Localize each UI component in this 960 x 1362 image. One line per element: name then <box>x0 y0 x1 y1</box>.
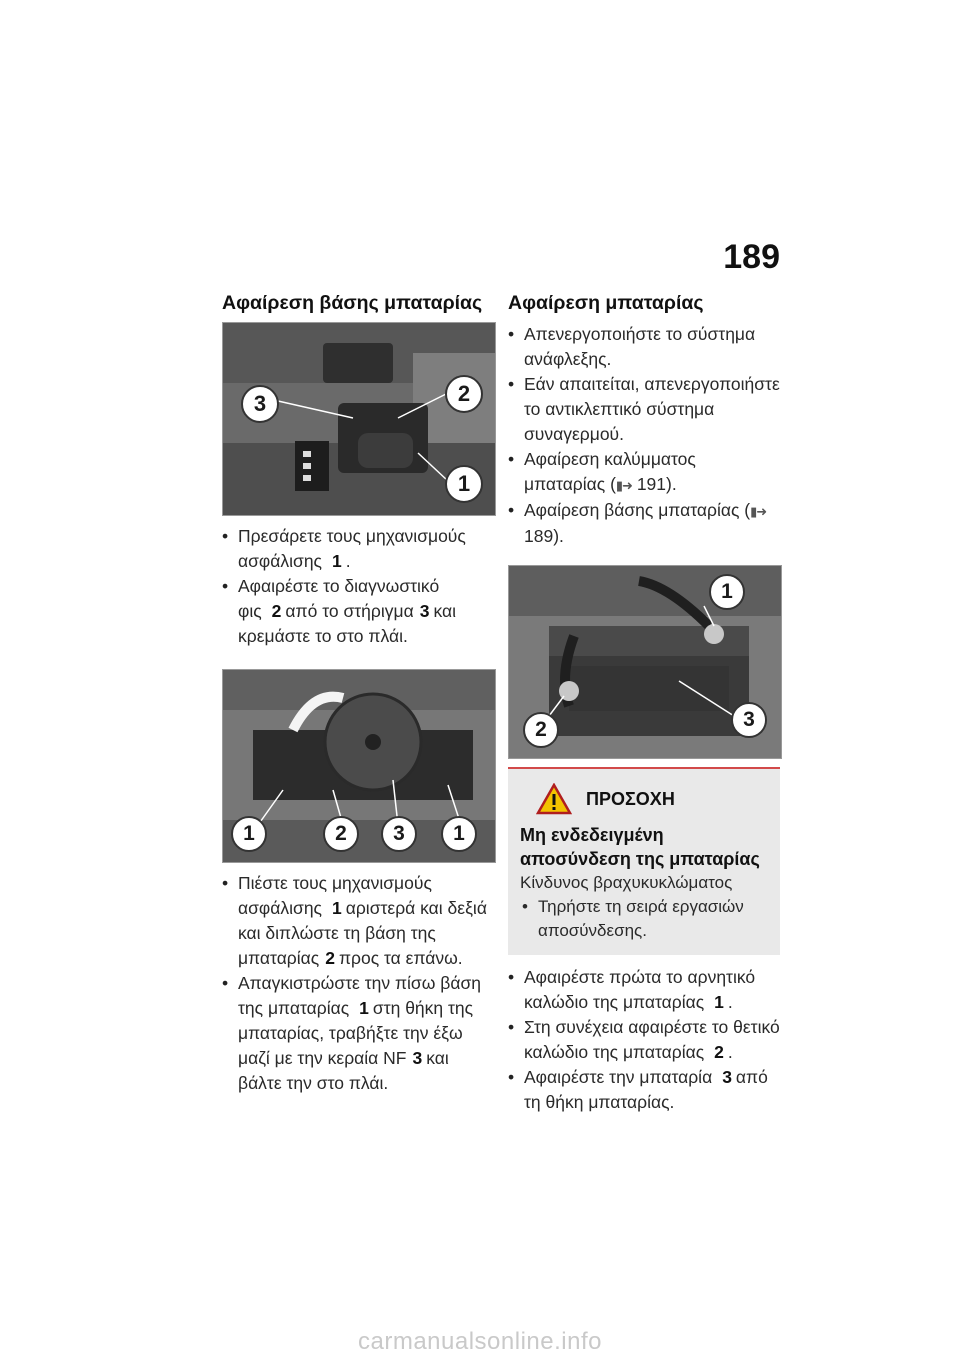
list-item: • Αφαίρεση βάσης μπαταρίας (▮➜ 189). <box>508 498 780 549</box>
callout-1: 1 <box>445 465 483 503</box>
page-ref-arrow-icon: ▮➜ <box>750 504 767 519</box>
caution-box <box>508 767 780 955</box>
callout-3: 3 <box>381 816 417 852</box>
list-item: • Εάν απαιτείται, απενεργοποιήστε το αντικλεπτικό σύστημα συναγερμού. <box>508 372 780 447</box>
figure-battery-terminals <box>508 565 782 759</box>
section-heading-battery-base: Αφαίρεση βάσης μπαταρίας <box>222 292 483 314</box>
watermark: carmanualsonline.info <box>358 1328 602 1355</box>
steps-list-b <box>222 871 494 1096</box>
page-number: 189 <box>723 238 780 276</box>
list-item: • Αφαίρεση καλύμματος μπαταρίας (▮➜ 191). <box>508 447 780 498</box>
list-item: • Αφαιρέστε το διαγνωστικό φις 2 από το στήριγμα 3 και κρεμάστε το στο πλάι. <box>222 574 494 649</box>
list-item: • Απαγκιστρώστε την πίσω βάση της μπαταρίας 1 στη θήκη της μπαταρίας, τραβήξτε την έξω μαζί με την κεραία NF 3 και βάλτε την στο πλάι. <box>222 971 494 1096</box>
page-ref-link[interactable]: 189 <box>524 526 554 546</box>
list-item: • Απενεργοποιήστε το σύστημα ανάφλεξης. <box>508 322 780 372</box>
list-item: • Αφαιρέστε την μπαταρία 3 από τη θήκη μπαταρίας. <box>508 1065 780 1115</box>
callout-2: 2 <box>523 712 559 748</box>
left-column <box>222 290 494 1096</box>
list-item: • Πιέστε τους μηχανισμούς ασφάλισης 1 αριστερά και δεξιά και διπλώστε τη βάση της μπαταρίας 2 προς τα επάνω. <box>222 871 494 971</box>
list-item: • Τηρήστε τη σειρά εργασιών αποσύνδεσης. <box>520 895 768 943</box>
caution-header <box>508 783 780 815</box>
figure-battery-base-locks <box>222 322 496 516</box>
steps-list-prep <box>508 322 780 549</box>
warning-triangle-icon <box>536 783 572 815</box>
page-ref-arrow-icon: ▮➜ <box>615 478 632 493</box>
section-heading-battery: Αφαίρεση μπαταρίας <box>508 292 704 314</box>
callout-3: 3 <box>731 702 767 738</box>
list-item: • Αφαιρέστε πρώτα το αρνητικό καλώδιο της μπαταρίας 1 . <box>508 965 780 1015</box>
steps-list-a <box>222 524 494 649</box>
caution-subtitle: Μη ενδεδειγμένη αποσύνδεση της μπαταρίας <box>520 825 760 869</box>
callout-2: 2 <box>323 816 359 852</box>
steps-list-remove <box>508 965 780 1115</box>
caution-list <box>508 895 780 943</box>
callout-3: 3 <box>241 385 279 423</box>
callout-1-right: 1 <box>441 816 477 852</box>
page-ref-link[interactable]: 191 <box>636 474 667 494</box>
right-column <box>508 290 780 1115</box>
callout-2: 2 <box>445 375 483 413</box>
caution-text: Κίνδυνος βραχυκυκλώματος <box>520 873 733 892</box>
list-item: • Στη συνέχεια αφαιρέστε το θετικό καλώδιο της μπαταρίας 2 . <box>508 1015 780 1065</box>
list-item: • Πρεσάρετε τους μηχανισμούς ασφάλισης 1 . <box>222 524 494 574</box>
figure-battery-base-fold <box>222 669 496 863</box>
callout-1: 1 <box>709 574 745 610</box>
caution-title: ΠΡΟΣΟΧΗ <box>586 788 675 809</box>
callout-1-left: 1 <box>231 816 267 852</box>
